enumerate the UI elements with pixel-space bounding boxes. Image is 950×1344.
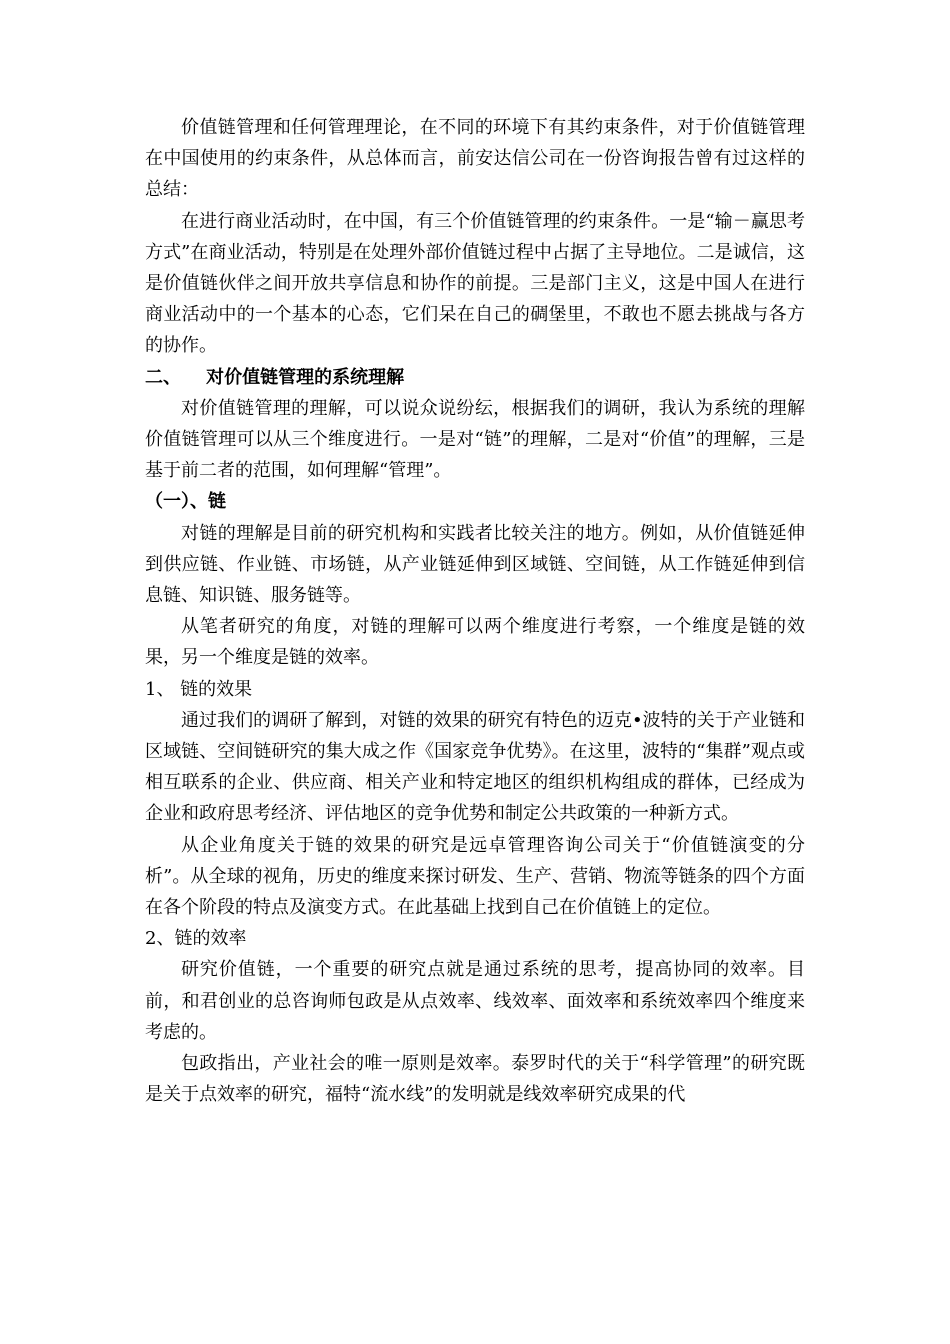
paragraph: 从笔者研究的角度，对链的理解可以两个维度进行考察，一个维度是链的效果，另一个维度是链的效率。 bbox=[145, 616, 805, 669]
paragraph: 对链的理解是目前的研究机构和实践者比较关注的地方。例如，从价值链延伸到供应链、作业链、市场链，从产业链延伸到区域链、空间链，从工作链延伸到信息链、知识链、服务链等。 bbox=[145, 522, 805, 607]
paragraph: 包政指出，产业社会的唯一原则是效率。泰罗时代的关于“科学管理”的研究既是关于点效率的研究，福特“流水线”的发明就是线效率研究成果的代 bbox=[145, 1053, 805, 1106]
subsection-heading: （一）、链 bbox=[145, 491, 226, 513]
paragraph: 在进行商业活动时，在中国，有三个价值链管理的约束条件。一是“输－赢思考方式”在商业活动，特别是在处理外部价值链过程中占据了主导地位。二是诚信，这是价值链伙伴之间开放共享信息和协作的前提。三是部门主义，这是中国人在进行商业活动中的一个基本的心态，它们呆在自己的碉堡里，不敢也不愿去挑战与各方的协作。 bbox=[145, 210, 805, 357]
section-heading: 二、 对价值链管理的系统理解 bbox=[145, 366, 405, 388]
paragraph: 从企业角度关于链的效果的研究是远卓管理咨询公司关于“价值链演变的分析”。从全球的视角，历史的维度来探讨研发、生产、营销、物流等链条的四个方面在各个阶段的特点及演变方式。在此基础上找到自己在价值链上的定位。 bbox=[145, 834, 805, 919]
document-body bbox=[145, 112, 805, 1111]
paragraph: 研究价值链，一个重要的研究点就是通过系统的思考，提高协同的效率。目前，和君创业的总咨询师包政是从点效率、线效率、面效率和系统效率四个维度来考虑的。 bbox=[145, 959, 805, 1043]
paragraph: 对价值链管理的理解，可以说众说纷纭，根据我们的调研，我认为系统的理解价值链管理可以从三个维度进行。一是对“链”的理解，二是对“价值”的理解，三是基于前二者的范围，如何理解“管理”。 bbox=[145, 397, 805, 482]
paragraph: 价值链管理和任何管理理论，在不同的环境下有其约束条件，对于价值链管理在中国使用的约束条件，从总体而言，前安达信公司在一份咨询报告曾有过这样的总结： bbox=[145, 117, 805, 201]
paragraph: 通过我们的调研了解到，对链的效果的研究有特色的迈克•波特的关于产业链和区域链、空间链研究的集大成之作《国家竞争优势》。在这里，波特的“集群”观点或相互联系的企业、供应商、相关产业和特定地区的组织机构组成的群体，已经成为企业和政府思考经济、评估地区的竞争优势和制定公共政策的一种新方式。 bbox=[145, 709, 805, 825]
list-item-heading: 1、 链的效果 bbox=[145, 678, 253, 700]
list-item-heading: 2、链的效率 bbox=[145, 928, 247, 950]
